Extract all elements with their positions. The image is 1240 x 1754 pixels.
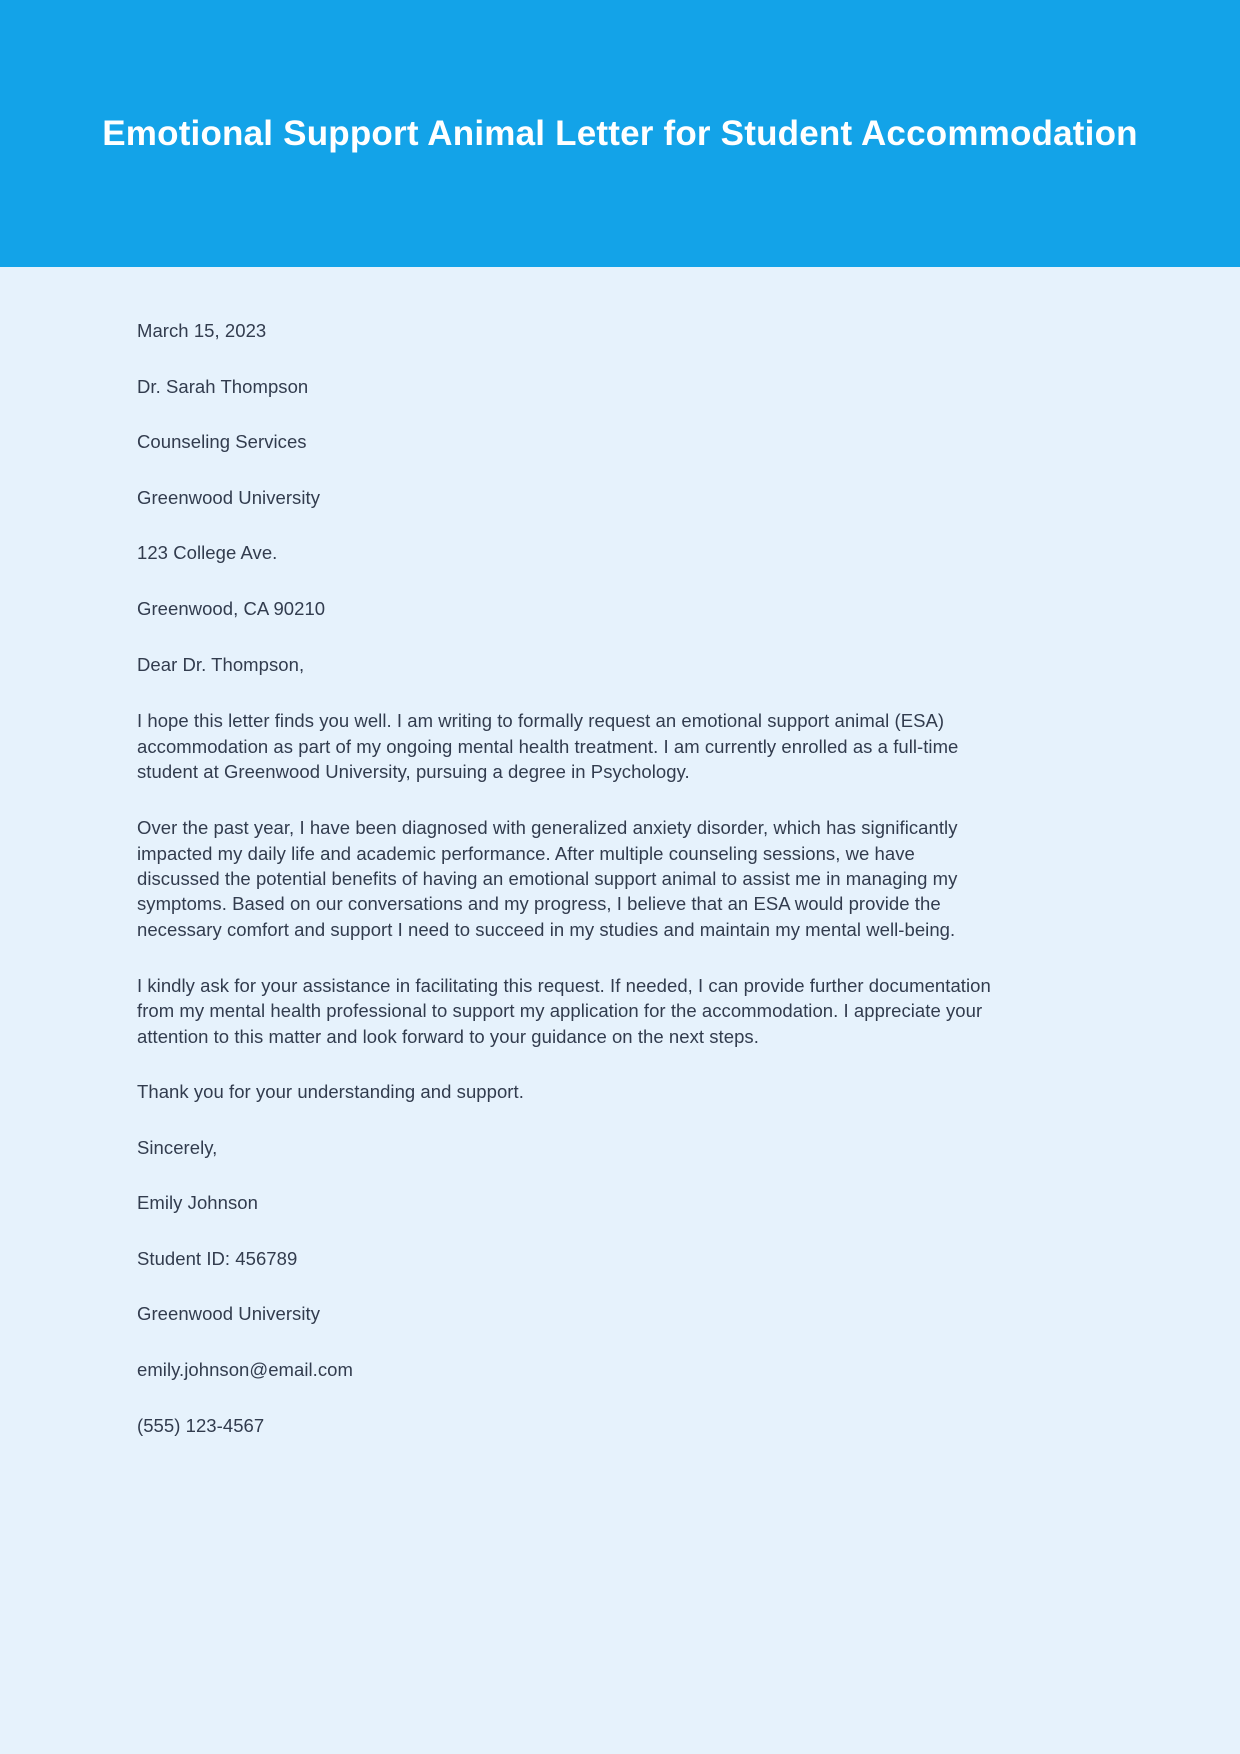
recipient-city-state-zip: Greenwood, CA 90210 [137, 597, 326, 619]
signature-name: Emily Johnson [137, 1192, 258, 1214]
signature-student-id: Student ID: 456789 [137, 1247, 298, 1269]
letter-paragraph-1: I hope this letter finds you well. I am writing to formally request an emotional support animal (ESA) accommodation as part of my ongoing mental health treatment. I am currently enrolled as a full-time student at Greenwood University, pursuing a degree in Psychology. [137, 710, 959, 782]
salutation: Dear Dr. Thompson, [137, 653, 305, 675]
page-title: Emotional Support Animal Letter for Student Accommodation [102, 113, 1138, 153]
recipient-name: Dr. Sarah Thompson [137, 375, 309, 397]
closing-signoff: Sincerely, [137, 1136, 218, 1158]
recipient-department: Counseling Services [137, 431, 307, 453]
letter-body [0, 267, 1240, 1438]
signature-phone: (555) 123-4567 [137, 1414, 265, 1436]
signature-email: emily.johnson@email.com [137, 1358, 353, 1380]
closing-thanks: Thank you for your understanding and support. [137, 1080, 524, 1102]
letter-paragraph-3: I kindly ask for your assistance in facilitating this request. If needed, I can provide further documentation from my mental health professional to support my application for the accommodation. I appreciate your attention to this matter and look forward to your guidance on the next steps. [137, 974, 991, 1047]
signature-institution: Greenwood University [137, 1303, 320, 1325]
recipient-street-address: 123 College Ave. [137, 542, 278, 564]
letter-date: March 15, 2023 [137, 320, 267, 341]
recipient-organization: Greenwood University [137, 486, 320, 508]
document-header-banner [0, 0, 1240, 267]
letter-paragraph-2: Over the past year, I have been diagnosed with generalized anxiety disorder, which has significantly impacted my daily life and academic performance. After multiple counseling sessions, we have discussed the potential benefits of having an emotional support animal to assist me in managing my symptoms. Based on our conversations and my progress, I believe that an ESA would provide the necessary comfort and support I need to succeed in my studies and maintain my mental well-being. [137, 817, 958, 940]
